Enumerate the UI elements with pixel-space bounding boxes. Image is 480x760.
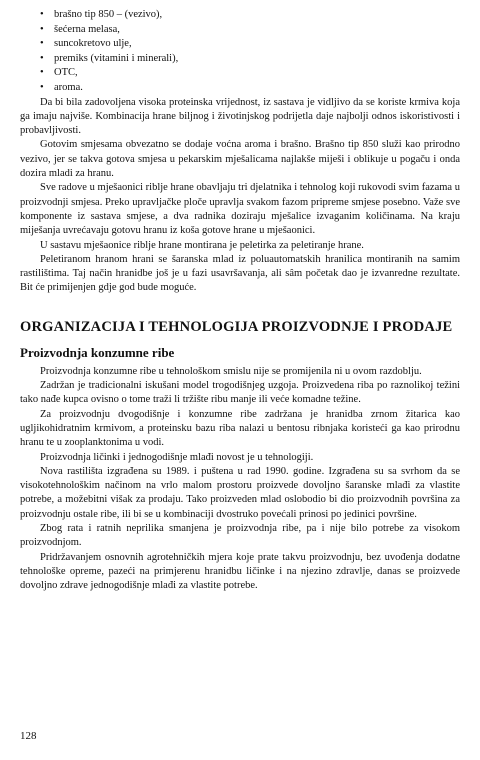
list-item: • aroma. bbox=[40, 81, 460, 96]
paragraph: Zbog rata i ratnih neprilika smanjena je proizvodnja ribe, pa i nije bilo potrebe za visokom proizvodnjom. bbox=[20, 522, 460, 549]
page-number: 128 bbox=[20, 730, 37, 742]
paragraph: Proizvodnja ličinki i jednogodišnje mlađi novost je u tehnologiji. bbox=[40, 451, 314, 463]
paragraph: Nova rastilišta izgrađena su 1989. i puštena u rad 1990. godine. Izgrađena su sa svrhom da se visokotehnološkim načinom na vrlo malom prostoru proizvede dovoljno šaranske mlađi za vlastite potrebe, a možebitni višak za prodaju. Tako proizveden mlad oslobodio bi dio proizvodnih površina za proizvodnju ostale ribe, ili bi se u kombinaciji dvostruko povećali prinosi po jedinici površine. bbox=[20, 465, 460, 520]
paragraph: Za proizvodnju dvogodišnje i konzumne ribe zadržana je hranidba zrnom žitarica kao ugljikohidratnim krmivom, a proteinsku bazu riba nalazi u bentosu ribnjaka koristeći ga kao prirodnu hranu te u zooplanktonima u vodi. bbox=[20, 408, 460, 449]
list-item: • šećerna melasa, bbox=[40, 23, 460, 38]
ingredient-list bbox=[20, 8, 460, 96]
paragraph: Pridržavanjem osnovnih agrotehničkih mjera koje prate takvu proizvodnju, bez uvođenja dodatne tehnološke opreme, pazeći na primjerenu hranidbu ličinke i na njezino zdravlje, danas se proizvede dovoljno zdrave jednogodišnje mlađi za vlastite potrebe. bbox=[20, 551, 460, 592]
paragraph: Sve radove u mješaonici riblje hrane obavljaju tri djelatnika i tehnolog koji rukovodi svim fazama u proizvodnji smjesa. Preko upravljačke ploče upravlja svakom fazom pripreme smjese posebno. Važe sve komponente iz sastava smjese, a dva radnika doziraju mješalice izvaganim količinama. Na kraju miješanja uvrećavaju gotovu hranu iz koša gotove hrane u mješaonici. bbox=[20, 182, 460, 237]
paragraph: Gotovim smjesama obvezatno se dodaje voćna aroma i brašno. Brašno tip 850 služi kao prirodno vezivo, jer se takva gotova smjesa u pekarskim mješalicama najlakše miješi i oblikuje u pogaču i onda dozira mladi za hranu. bbox=[20, 139, 460, 180]
list-item: • brašno tip 850 – (vezivo), bbox=[40, 8, 460, 23]
paragraph: Da bi bila zadovoljena visoka proteinska vrijednost, iz sastava je vidljivo da se koriste krmiva koja ga imaju najviše. Kombinacija hrane biljnog i životinjskog podrijetla daje najbolji odnos iskoristivosti i probavljivosti. bbox=[20, 96, 460, 137]
paragraph: Peletiranom hranom hrani se šaranska mlad iz poluautomatskih hranilica montiranih na samim rastilištima. Taj način hranidbe još je u fazi usavršavanja, ali sâm početak dao je izvanredne rezultate. Bit će primijenjen gdje god bude moguće. bbox=[20, 253, 460, 294]
page-content bbox=[20, 8, 460, 593]
list-item: • suncokretovo ulje, bbox=[40, 37, 460, 52]
chapter-heading: ORGANIZACIJA I TEHNOLOGIJA PROIZVODNJE I PRODAJE bbox=[20, 318, 453, 335]
paragraph: Proizvodnja konzumne ribe u tehnološkom smislu nije se promijenila ni u ovom razdoblju. bbox=[40, 365, 422, 377]
paragraph: U sastavu mješaonice riblje hrane montirana je peletirka za peletiranje hrane. bbox=[40, 239, 364, 251]
list-item: • premiks (vitamini i minerali), bbox=[40, 52, 460, 67]
section-heading: Proizvodnja konzumne ribe bbox=[20, 344, 175, 360]
paragraph: Zadržan je tradicionalni iskušani model trogodišnjeg uzgoja. Proizvedena riba po raznolikoj težini tako nađe kupca ovisno o tome traži li tržište ribu manje ili veće komadne težine. bbox=[20, 380, 460, 406]
list-item: • OTC, bbox=[40, 66, 460, 81]
